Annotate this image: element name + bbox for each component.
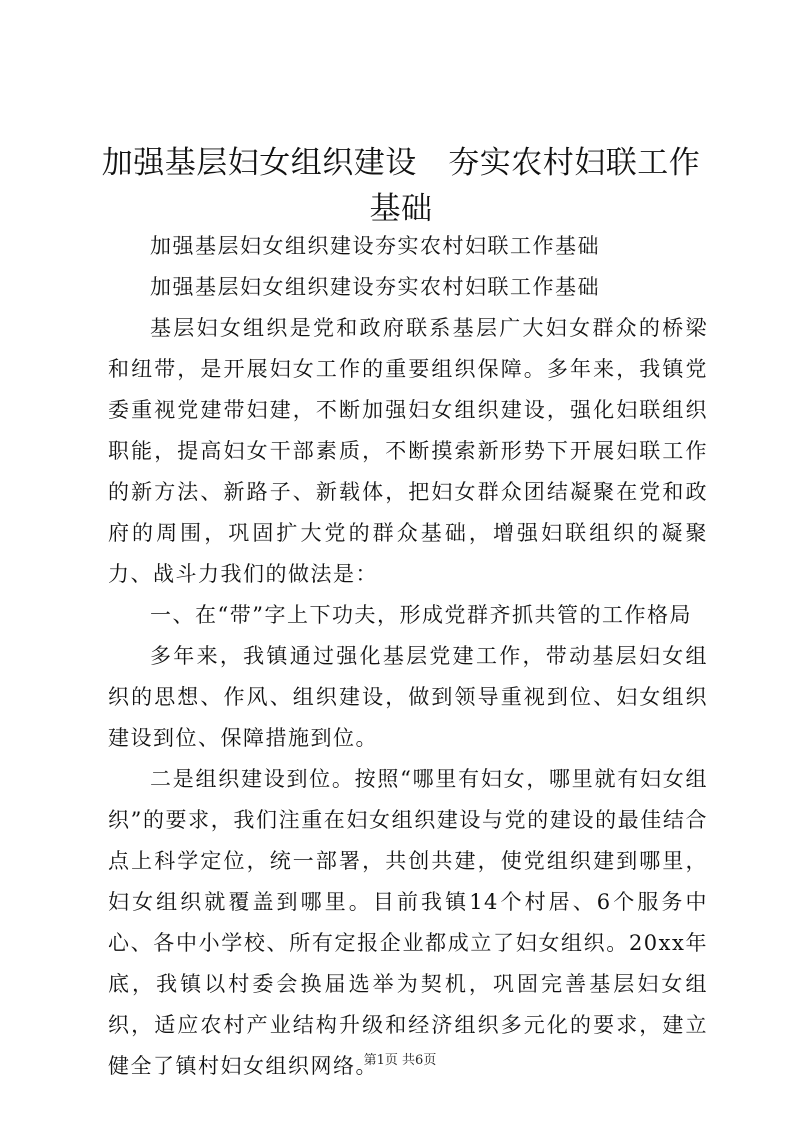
paragraph: 多年来，我镇通过强化基层党建工作，带动基层妇女组织的思想、作风、组织建设，做到领导重视到位、妇女组织建设到位、保障措施到位。 — [108, 644, 708, 750]
section-heading: 一、在“带”字上下功夫，形成党群齐抓共管的工作格局 — [150, 603, 692, 627]
page-footer: 第1页 共6页 — [363, 1053, 437, 1068]
paragraph: 二是组织建设到位。按照“哪里有妇女，哪里就有妇女组织”的要求，我们注重在妇女组织建设与党的建设的最佳结合点上科学定位，统一部署，共创共建，使党组织建到哪里，妇女组织就覆盖到哪里。目前我镇14个村居、6个服务中心、各中小学校、所有定报企业都成立了妇女组织。20xx年底，我镇以村委会换届选举为契机，巩固完善基层妇女组织，适应农村产业结构升级和经济组织多元化的要求，建立健全了镇村妇女组织网络。 — [108, 767, 708, 1078]
paragraph: 基层妇女组织是党和政府联系基层广大妇女群众的桥梁和纽带，是开展妇女工作的重要组织保障。多年来，我镇党委重视党建带妇建，不断加强妇女组织建设，强化妇联组织职能，提高妇女干部素质，不断摸索新形势下开展妇联工作的新方法、新路子、新载体，把妇女群众团结凝聚在党和政府的周围，巩固扩大党的群众基础，增强妇联组织的凝聚力、战斗力我们的做法是： — [108, 316, 708, 586]
document-title: 加强基层妇女组织建设 夯实农村妇联工作基础 — [101, 145, 701, 227]
document-body — [108, 226, 708, 1087]
paragraph: 加强基层妇女组织建设夯实农村妇联工作基础 — [150, 234, 600, 258]
paragraph: 加强基层妇女组织建设夯实农村妇联工作基础 — [150, 275, 600, 299]
